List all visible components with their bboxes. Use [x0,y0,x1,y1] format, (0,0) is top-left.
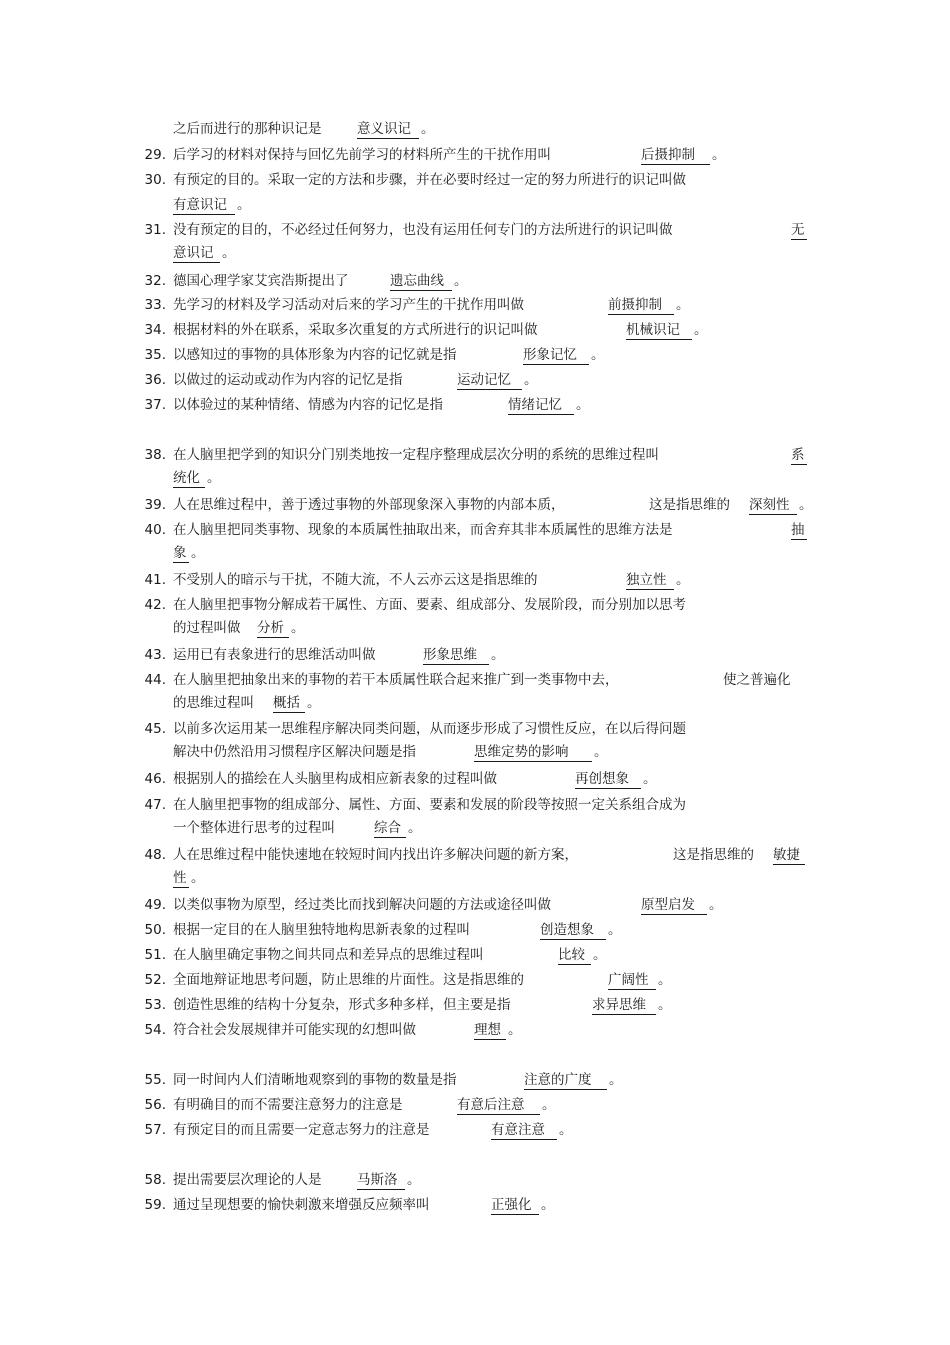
sentence-end-punctuation: 。 [191,870,205,886]
question-number: 56. [144,1097,166,1113]
question-number: 46. [144,771,166,787]
question-line [0,1093,950,1117]
question-text: 符合社会发展规律并可能实现的幻想叫做 [173,1022,416,1038]
sentence-end-punctuation: 。 [576,397,590,413]
question-line [0,318,950,342]
sentence-end-punctuation: 。 [291,620,305,636]
question-number: 44. [144,672,166,688]
question-line [0,943,950,967]
question-line [0,168,950,192]
question-line [0,866,950,890]
sentence-end-punctuation: 。 [593,947,607,963]
answer-blank: 注意的广度 [524,1071,607,1090]
sentence-end-punctuation: 。 [709,897,723,913]
question-number: 53. [144,997,166,1013]
question-line [0,717,950,741]
question-text: 在人脑里确定事物之间共同点和差异点的思维过程叫 [173,947,484,963]
sentence-end-punctuation: 。 [658,972,672,988]
sentence-end-punctuation: 。 [799,497,813,513]
question-text: 人在思维过程中，善于透过事物的外部现象深入事物的内部本质， [173,497,565,513]
question-line [0,493,950,517]
question-text-continued: 这是指思维的 [649,497,730,513]
answer-blank: 广阔性 [608,971,656,990]
question-line [0,793,950,817]
sentence-end-punctuation: 。 [222,245,236,261]
answer-blank: 比较 [558,946,591,965]
sentence-end-punctuation: 。 [207,470,221,486]
answer-blank: 意义识记 [357,120,419,139]
answer-blank: 性 [173,869,189,888]
answer-blank: 情绪记忆 [508,396,574,415]
question-line [0,393,950,417]
answer-blank: 原型启发 [641,896,707,915]
question-number: 32. [144,273,166,289]
sentence-end-punctuation: 。 [237,197,251,213]
question-text: 在人脑里把事物分解成若干属性、方面、要素、组成部分、发展阶段，而分别加以思考 [173,597,686,613]
sentence-end-punctuation: 。 [307,695,321,711]
sentence-end-punctuation: 。 [559,1122,573,1138]
question-line [0,918,950,942]
question-text: 在人脑里把抽象出来的事物的若干本质属性联合起来推广到一类事物中去， [173,672,619,688]
question-text: 先学习的材料及学习活动对后来的学习产生的干扰作用叫做 [173,297,524,313]
answer-blank: 抽 [791,521,807,540]
question-text: 根据一定目的在人脑里独特地构思新表象的过程叫 [173,922,470,938]
question-number: 33. [144,297,166,313]
question-number: 40. [144,522,166,538]
question-number: 48. [144,847,166,863]
question-line [0,293,950,317]
question-line [0,193,950,217]
question-number: 37. [144,397,166,413]
question-text: 在人脑里把同类事物、现象的本质属性抽取出来，而舍弃其非本质属性的思维方法是 [173,522,673,538]
sentence-end-punctuation: 。 [524,372,538,388]
answer-blank: 敏捷 [773,846,805,865]
question-text: 一个整体进行思考的过程叫 [173,820,335,836]
answer-blank: 分析 [257,619,289,638]
question-number: 52. [144,972,166,988]
question-line [0,668,950,692]
question-line [0,993,950,1017]
question-text: 以类似事物为原型，经过类比而找到解决问题的方法或途径叫做 [173,897,551,913]
sentence-end-punctuation: 。 [454,273,468,289]
sentence-end-punctuation: 。 [421,121,435,137]
question-text: 根据材料的外在联系，采取多次重复的方式所进行的识记叫做 [173,322,538,338]
question-number: 31. [144,222,166,238]
question-line [0,816,950,840]
sentence-end-punctuation: 。 [542,1097,556,1113]
answer-blank: 统化 [173,469,205,488]
answer-blank: 有意后注意 [457,1096,540,1115]
question-line [0,568,950,592]
question-text: 的思维过程叫 [173,695,254,711]
question-text: 之后而进行的那种识记是 [173,121,322,137]
question-line [0,968,950,992]
answer-blank: 有意识记 [173,196,235,215]
sentence-end-punctuation: 。 [609,1072,623,1088]
question-line [0,643,950,667]
question-text-continued: 使之普遍化 [723,672,791,688]
answer-blank: 独立性 [626,571,674,590]
question-number: 51. [144,947,166,963]
question-text: 后学习的材料对保持与回忆先前学习的材料所产生的干扰作用叫 [173,147,551,163]
question-line [0,1168,950,1192]
question-text: 有预定的目的。采取一定的方法和步骤，并在必要时经过一定的努力所进行的识记叫做 [173,172,686,188]
question-number: 54. [144,1022,166,1038]
question-line [0,691,950,715]
question-text: 德国心理学家艾宾浩斯提出了 [173,273,349,289]
answer-blank: 形象思维 [423,646,489,665]
question-number: 41. [144,572,166,588]
question-number: 35. [144,347,166,363]
question-text: 解决中仍然沿用习惯程序区解决问题是指 [173,744,416,760]
sentence-end-punctuation: 。 [608,922,622,938]
question-number: 47. [144,797,166,813]
question-line [0,1068,950,1092]
question-number: 30. [144,172,166,188]
question-number: 45. [144,721,166,737]
answer-blank: 求异思维 [592,996,656,1015]
question-line [0,343,950,367]
sentence-end-punctuation: 。 [594,744,608,760]
answer-blank: 遗忘曲线 [390,272,452,291]
question-text: 没有预定的目的，不必经过任何努力，也没有运用任何专门的方法所进行的识记叫做 [173,222,673,238]
question-line [0,740,950,764]
question-line [0,767,950,791]
question-text: 根据别人的描绘在人头脑里构成相应新表象的过程叫做 [173,771,497,787]
question-text: 同一时间内人们清晰地观察到的事物的数量是指 [173,1072,457,1088]
question-number: 38. [144,447,166,463]
question-number: 55. [144,1072,166,1088]
answer-blank: 有意注意 [491,1121,557,1140]
answer-blank: 正强化 [491,1196,539,1215]
question-line [0,117,950,141]
question-text-continued: 这是指思维的 [673,847,754,863]
sentence-end-punctuation: 。 [643,771,657,787]
answer-blank: 无 [791,221,807,240]
sentence-end-punctuation: 。 [191,545,205,561]
question-number: 43. [144,647,166,663]
answer-blank: 象 [173,544,189,563]
sentence-end-punctuation: 。 [712,147,726,163]
sentence-end-punctuation: 。 [676,297,690,313]
question-number: 49. [144,897,166,913]
answer-blank: 运动记忆 [457,371,522,390]
question-line [0,616,950,640]
answer-blank: 前摄抑制 [608,296,674,315]
question-text: 有明确目的而不需要注意努力的注意是 [173,1097,403,1113]
question-text: 通过呈现想要的愉快刺激来增强反应频率叫 [173,1197,430,1213]
question-text: 以体验过的某种情绪、情感为内容的记忆是指 [173,397,443,413]
answer-blank: 意识记 [173,244,220,263]
question-line [0,466,950,490]
question-line [0,443,950,467]
sentence-end-punctuation: 。 [407,1172,421,1188]
question-line [0,893,950,917]
question-number: 39. [144,497,166,513]
question-text: 以做过的运动或动作为内容的记忆是指 [173,372,403,388]
question-line [0,368,950,392]
question-text: 的过程叫做 [173,620,241,636]
question-line [0,843,950,867]
question-number: 29. [144,147,166,163]
question-number: 50. [144,922,166,938]
question-line [0,1193,950,1217]
answer-blank: 系 [791,446,807,465]
question-number: 59. [144,1197,166,1213]
question-text: 不受别人的暗示与干扰，不随大流，不人云亦云这是指思维的 [173,572,538,588]
sentence-end-punctuation: 。 [508,1022,522,1038]
question-number: 58. [144,1172,166,1188]
question-text: 以感知过的事物的具体形象为内容的记忆就是指 [173,347,457,363]
answer-blank: 理想 [474,1021,506,1040]
answer-blank: 概括 [273,694,305,713]
question-line [0,1018,950,1042]
answer-blank: 创造想象 [540,921,606,940]
question-line [0,1118,950,1142]
sentence-end-punctuation: 。 [591,347,605,363]
question-line [0,518,950,542]
answer-blank: 综合 [374,819,406,838]
sentence-end-punctuation: 。 [694,322,708,338]
question-text: 运用已有表象进行的思维活动叫做 [173,647,376,663]
answer-blank: 形象记忆 [523,346,589,365]
question-text: 在人脑里把学到的知识分门别类地按一定程序整理成层次分明的系统的思维过程叫 [173,447,659,463]
question-text: 以前多次运用某一思维程序解决同类问题，从而逐步形成了习惯性反应，在以后得问题 [173,721,686,737]
sentence-end-punctuation: 。 [491,647,505,663]
question-number: 36. [144,372,166,388]
question-number: 34. [144,322,166,338]
answer-blank: 深刻性 [749,496,797,515]
question-line [0,218,950,242]
sentence-end-punctuation: 。 [676,572,690,588]
question-text: 创造性思维的结构十分复杂，形式多种多样，但主要是指 [173,997,511,1013]
question-text: 提出需要层次理论的人是 [173,1172,322,1188]
answer-blank: 再创想象 [575,770,641,789]
question-line [0,269,950,293]
answer-blank: 马斯洛 [357,1171,405,1190]
question-line [0,541,950,565]
question-text: 有预定目的而且需要一定意志努力的注意是 [173,1122,430,1138]
sentence-end-punctuation: 。 [541,1197,555,1213]
question-text: 全面地辩证地思考问题，防止思维的片面性。这是指思维的 [173,972,524,988]
question-line [0,593,950,617]
question-number: 57. [144,1122,166,1138]
answer-blank: 后摄抑制 [641,146,710,165]
question-line [0,241,950,265]
question-number: 42. [144,597,166,613]
answer-blank: 思维定势的影响 [474,743,592,762]
answer-blank: 机械识记 [626,321,692,340]
sentence-end-punctuation: 。 [658,997,672,1013]
question-text: 在人脑里把事物的组成部分、属性、方面、要素和发展的阶段等按照一定关系组合成为 [173,797,686,813]
question-line [0,143,950,167]
sentence-end-punctuation: 。 [408,820,422,836]
question-text: 人在思维过程中能快速地在较短时间内找出许多解决问题的新方案， [173,847,578,863]
